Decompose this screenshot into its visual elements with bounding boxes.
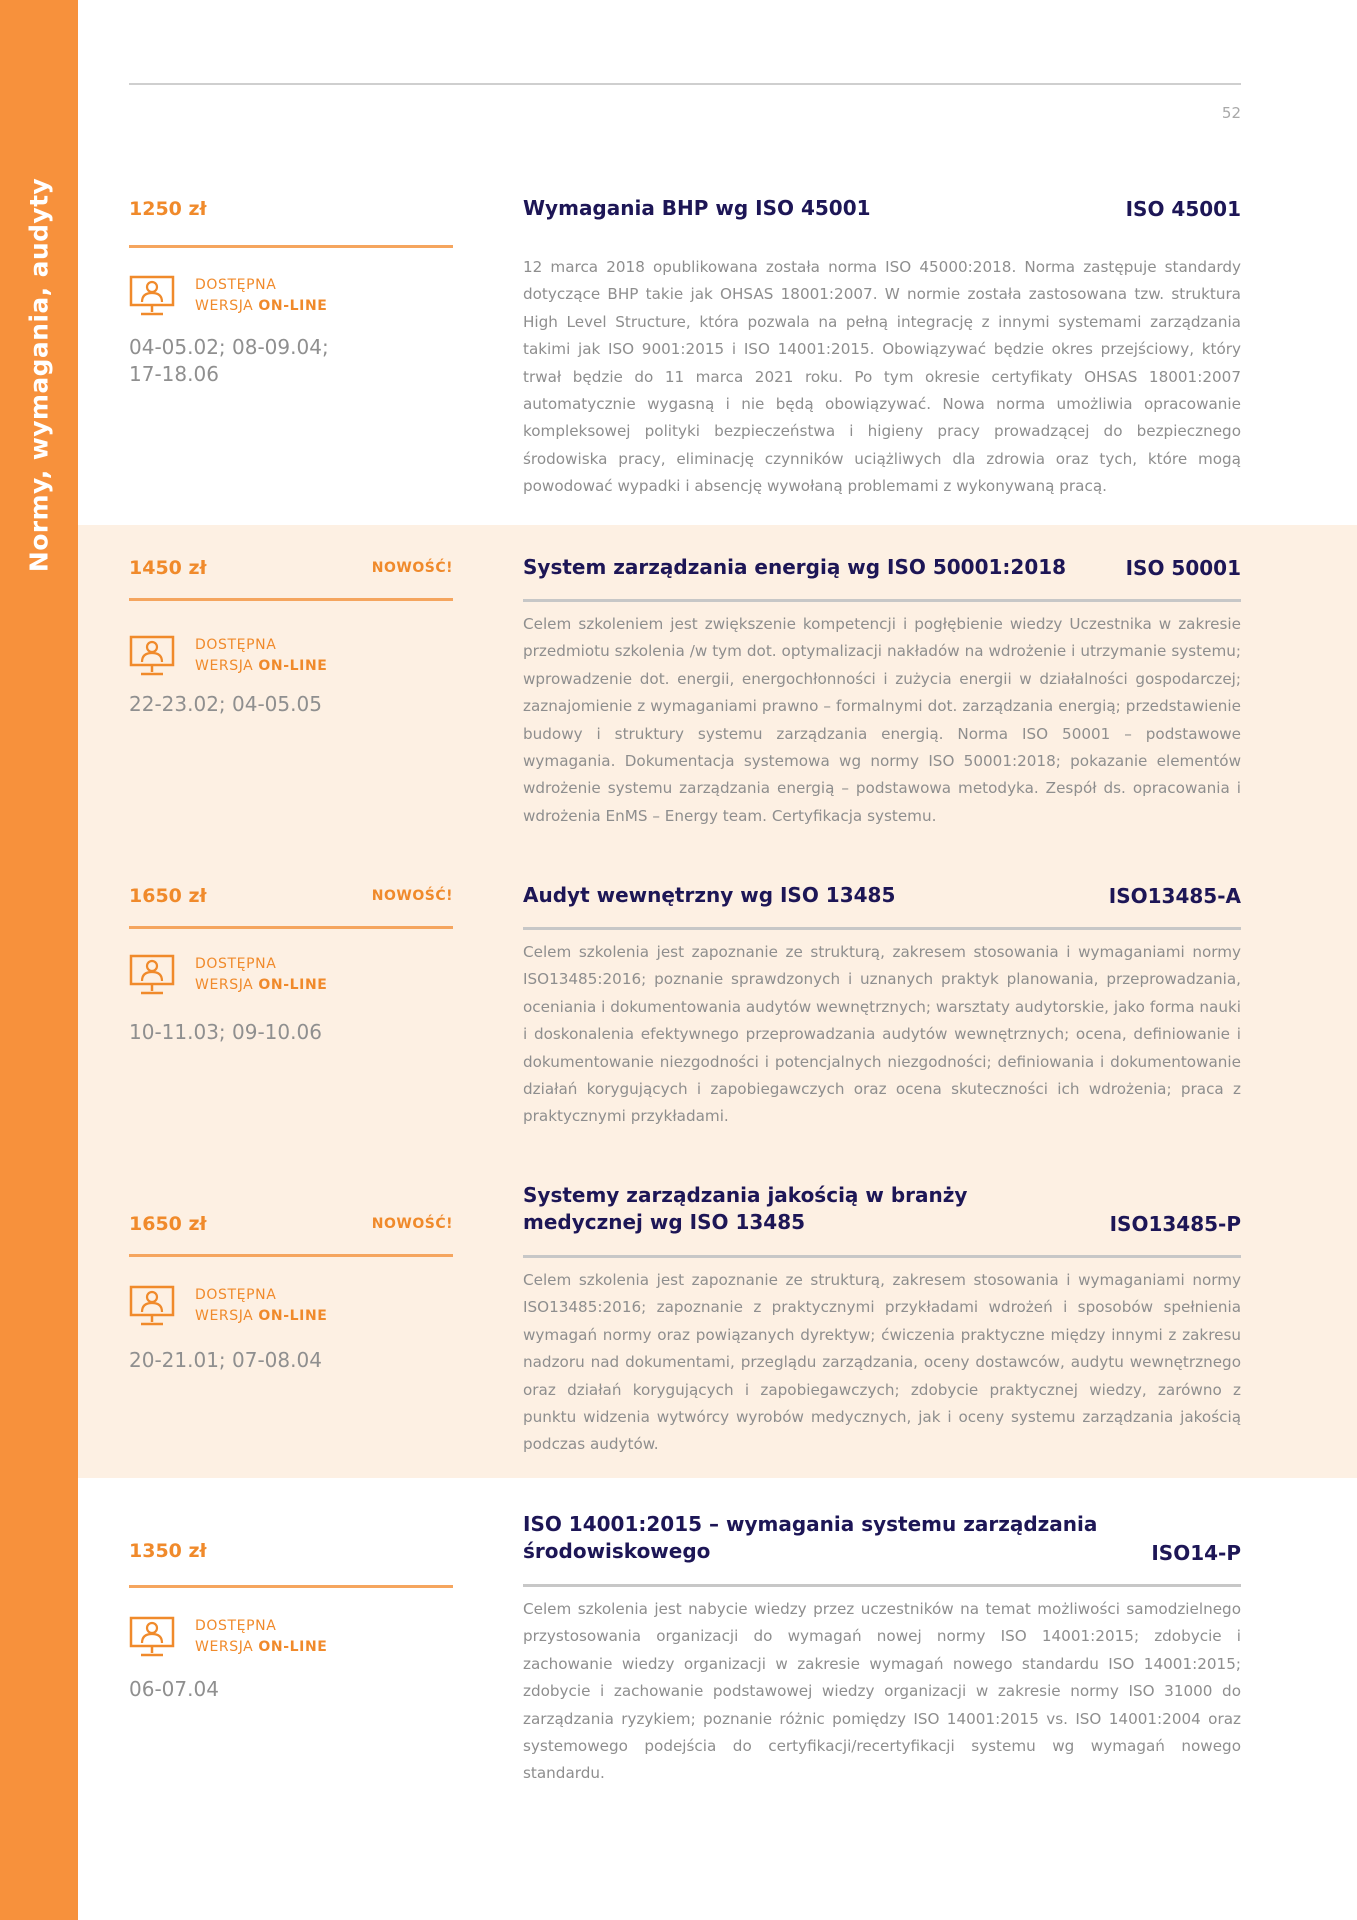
online-availability-text: DOSTĘPNA WERSJA ON-LINE — [195, 1618, 328, 1655]
sidebar-label: Normy, wymagania, audyty — [24, 177, 54, 573]
course-code: ISO 50001 — [1125, 556, 1241, 580]
course-price: 1250 zł — [129, 198, 207, 220]
course-code: ISO14-P — [1151, 1541, 1241, 1565]
course-price: 1350 zł — [129, 1540, 207, 1562]
title-divider — [523, 1255, 1241, 1258]
online-badge — [129, 954, 453, 1004]
course-description: Celem szkolenia jest zapoznanie ze strukturą, zakresem stosowania i wymaganiami normy ISO13485:2016; poznanie sprawdzonych i uznanych praktyk planowania, przeprowadzania, oceniania i dokumentowania audytów wewnętrznych; warsztaty audytorskie, jako forma nauki i doskonalenia efektywnego przeprowadzania audytów wewnętrznych; ocena, definiowanie i dokumentowanie niezgodności i potencjalnych niezgodności; definiowania i dokumentowanie działań korygujących i zapobiegawczych oraz ocena skuteczności ich wdrożenia; praca z praktycznymi przykładami. — [523, 943, 1241, 1126]
monitor-person-icon — [129, 954, 175, 996]
course-section — [78, 170, 1357, 525]
course-title: System zarządzania energią wg ISO 50001:2018 — [523, 555, 1067, 579]
course-dates: 20-21.01; 07-08.04 — [129, 1348, 322, 1372]
course-price: 1650 zł — [129, 1213, 207, 1235]
course-section — [78, 1478, 1357, 1783]
course-title: Wymagania BHP wg ISO 45001 — [523, 196, 871, 220]
course-section — [78, 853, 1357, 1181]
online-availability-text: DOSTĘPNA WERSJA ON-LINE — [195, 1287, 328, 1324]
course-title: Audyt wewnętrzny wg ISO 13485 — [523, 883, 896, 907]
course-description: Celem szkolenia jest zapoznanie ze strukturą, zakresem stosowania i wymaganiami normy ISO13485:2016; zapoznanie z praktycznymi przykładami wdrożeń i sposobów spełnienia wymagań normy oraz powiązanych dyrektyw; ćwiczenia praktyczne między innymi z zakresu nadzoru nad dokumentami, przeglądu zarządzania, oceny dostawców, audytu wewnętrznego oraz działań korygujących i zapobiegawczych; zdobycie praktycznej wiedzy, zarówno z punktu widzenia wytwórcy wyrobów medycznych, jak i oceny systemu zarządzania jakością podczas audytów. — [523, 1271, 1241, 1454]
course-title: Systemy zarządzania jakością w branży medycznej wg ISO 13485 — [523, 1183, 968, 1234]
online-availability-text: DOSTĘPNA WERSJA ON-LINE — [195, 956, 328, 993]
title-divider — [523, 927, 1241, 930]
course-section — [78, 525, 1357, 853]
monitor-person-icon — [129, 1616, 175, 1658]
sidebar — [0, 0, 78, 1920]
course-price: 1650 zł — [129, 885, 207, 907]
course-dates: 10-11.03; 09-10.06 — [129, 1020, 322, 1044]
course-title: ISO 14001:2015 – wymagania systemu zarządzania środowiskowego — [523, 1512, 1098, 1563]
title-divider — [523, 1584, 1241, 1587]
course-code: ISO 45001 — [1125, 197, 1241, 221]
price-divider — [129, 926, 453, 929]
course-code: ISO13485-P — [1109, 1212, 1241, 1236]
page-number: 52 — [1221, 104, 1241, 122]
course-dates: 22-23.02; 04-05.05 — [129, 692, 322, 716]
new-badge: NOWOŚĆ! — [371, 560, 453, 576]
price-divider — [129, 1585, 453, 1588]
price-divider — [129, 245, 453, 248]
course-section — [78, 1181, 1357, 1478]
course-dates: 04-05.02; 08-09.04; 17-18.06 — [129, 335, 329, 386]
online-badge — [129, 1616, 453, 1666]
online-badge — [129, 275, 453, 325]
monitor-person-icon — [129, 1285, 175, 1327]
course-description: Celem szkolenia jest nabycie wiedzy przez uczestników na temat możliwości samodzielnego przystosowania organizacji do wymagań nowej normy ISO 14001:2015; zdobycie i zachowanie wiedzy organizacji w zakresie wymagań nowego standardu ISO 14001:2015; zdobycie i zachowanie podstawowej wiedzy organizacji w zakresie normy ISO 31000 do zarządzania ryzykiem; poznanie różnic pomiędzy ISO 14001:2015 vs. ISO 14001:2004 oraz systemowego podejścia do certyfikacji/recertyfikacji systemu wg wymagań nowego standardu. — [523, 1600, 1241, 1783]
new-badge: NOWOŚĆ! — [371, 888, 453, 904]
price-divider — [129, 598, 453, 601]
monitor-person-icon — [129, 275, 175, 317]
course-description: Celem szkoleniem jest zwiększenie kompetencji i pogłębienie wiedzy Uczestnika w zakresie przedmiotu szkolenia /w tym dot. optymalizacji nakładów na wdrożenie i utrzymanie systemu; wprowadzenie dot. energii, energochłonności i zużycia energii w działalności gospodarczej; zaznajomienie z wymaganiami prawno – formalnymi dot. zarządzania energią; przedstawienie budowy i struktury systemu zarządzania energią. Norma ISO 50001 – podstawowe wymagania. Dokumentacja systemowa wg normy ISO 50001:2018; pokazanie elementów wdrożenie systemu zarządzania energią – podstawowa metodyka. Zespół ds. opracowania i wdrożenia EnMS – Energy team. Certyfikacja systemu. — [523, 615, 1241, 825]
online-badge — [129, 1285, 453, 1335]
new-badge: NOWOŚĆ! — [371, 1216, 453, 1232]
online-availability-text: DOSTĘPNA WERSJA ON-LINE — [195, 637, 328, 674]
online-availability-text: DOSTĘPNA WERSJA ON-LINE — [195, 277, 328, 314]
price-divider — [129, 1254, 453, 1257]
course-price: 1450 zł — [129, 557, 207, 579]
monitor-person-icon — [129, 635, 175, 677]
course-description: 12 marca 2018 opublikowana została norma ISO 45000:2018. Norma zastępuje standardy dotyczące BHP takie jak OHSAS 18001:2007. W normie została zastosowana tzw. struktura High Level Structure, która pozwala na pełną integrację z innymi systemami zarządzania takimi jak ISO 9001:2015 i ISO 14001:2015. Obowiązywać będzie okres przejściowy, który trwał będzie do 11 marca 2021 roku. Po tym okresie certyfikaty OHSAS 18001:2007 automatycznie wygasną i nie będą obowiązywać. Nowa norma umożliwia opracowanie kompleksowej polityki bezpieczeństwa i higieny pracy prowadzącej do bezpiecznego środowiska pracy, eliminację czynników uciążliwych dla zdrowia oraz tych, które mogą powodować wypadki i absencję wywołaną problemami z wykonywaną pracą. — [523, 258, 1241, 496]
online-badge — [129, 635, 453, 685]
course-code: ISO13485-A — [1108, 884, 1241, 908]
top-divider — [129, 83, 1241, 85]
title-divider — [523, 599, 1241, 602]
course-dates: 06-07.04 — [129, 1677, 219, 1701]
